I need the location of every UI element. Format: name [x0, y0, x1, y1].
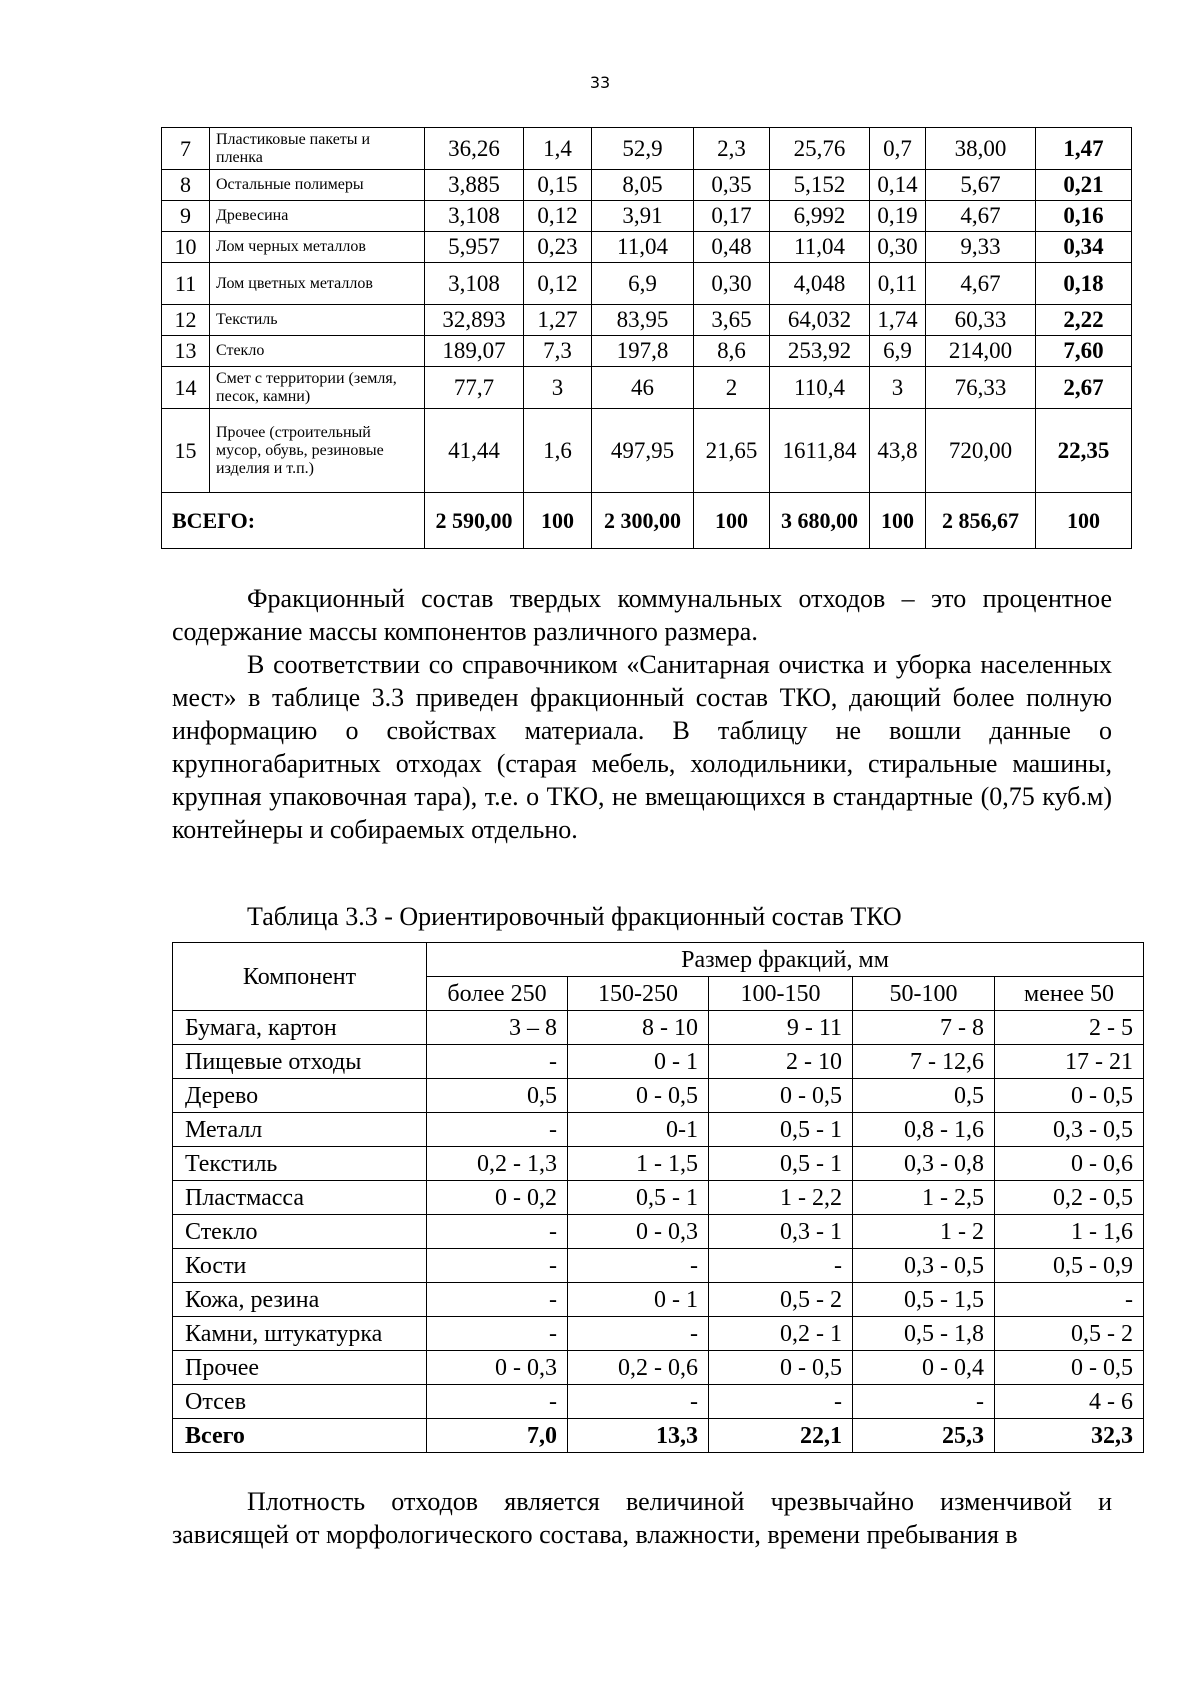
component-name: Отсев [173, 1385, 427, 1419]
table-row [173, 1351, 1144, 1385]
value-cell: 38,00 [926, 128, 1036, 170]
value-cell: 32,893 [425, 305, 524, 336]
fraction-value: 0 - 0,6 [995, 1147, 1144, 1181]
component-name: Текстиль [210, 305, 425, 336]
fraction-value: 0-1 [568, 1113, 709, 1147]
value-cell: 8,6 [694, 336, 770, 367]
size-header: 50-100 [853, 977, 995, 1011]
value-cell: 22,35 [1036, 409, 1132, 493]
value-cell: 0,23 [524, 232, 592, 263]
total-value: 2 590,00 [425, 493, 524, 549]
component-name: Стекло [173, 1215, 427, 1249]
table-row [173, 1113, 1144, 1147]
total-value: 100 [870, 493, 926, 549]
fraction-value: 2 - 10 [709, 1045, 853, 1079]
value-cell: 1611,84 [770, 409, 870, 493]
value-cell: 0,12 [524, 263, 592, 305]
row-number: 13 [162, 336, 210, 367]
value-cell: 3,108 [425, 263, 524, 305]
value-cell: 1,4 [524, 128, 592, 170]
component-name: Бумага, картон [173, 1011, 427, 1045]
table-row [162, 367, 1132, 409]
value-cell: 41,44 [425, 409, 524, 493]
component-name: Прочее [173, 1351, 427, 1385]
fraction-value: - [427, 1249, 568, 1283]
fraction-value: 0,3 - 0,5 [853, 1249, 995, 1283]
fraction-value: 0,5 - 1 [568, 1181, 709, 1215]
fraction-value: 7 - 12,6 [853, 1045, 995, 1079]
value-cell: 2,22 [1036, 305, 1132, 336]
fraction-value: 0,3 - 0,8 [853, 1147, 995, 1181]
row-number: 7 [162, 128, 210, 170]
value-cell: 497,95 [592, 409, 694, 493]
value-cell: 3,65 [694, 305, 770, 336]
fraction-value: 0,5 - 2 [995, 1317, 1144, 1351]
component-name: Древесина [210, 201, 425, 232]
value-cell: 36,26 [425, 128, 524, 170]
value-cell: 0,48 [694, 232, 770, 263]
component-name: Стекло [210, 336, 425, 367]
fraction-value: 0,5 - 2 [709, 1283, 853, 1317]
value-cell: 1,74 [870, 305, 926, 336]
fraction-value: 1 - 1,6 [995, 1215, 1144, 1249]
value-cell: 2 [694, 367, 770, 409]
fraction-value: 0,5 - 1,8 [853, 1317, 995, 1351]
fraction-value: 0 - 0,4 [853, 1351, 995, 1385]
row-number: 10 [162, 232, 210, 263]
value-cell: 0,17 [694, 201, 770, 232]
fraction-value: 1 - 2,2 [709, 1181, 853, 1215]
table-row [173, 1215, 1144, 1249]
fraction-value: 0,5 - 1 [709, 1113, 853, 1147]
fraction-value: 9 - 11 [709, 1011, 853, 1045]
value-cell: 0,19 [870, 201, 926, 232]
fraction-value: - [568, 1317, 709, 1351]
fraction-value: 32,3 [995, 1419, 1144, 1453]
total-value: 100 [1036, 493, 1132, 549]
table-row [162, 305, 1132, 336]
fraction-value: 0,2 - 1 [709, 1317, 853, 1351]
value-cell: 7,60 [1036, 336, 1132, 367]
value-cell: 77,7 [425, 367, 524, 409]
value-cell: 6,9 [870, 336, 926, 367]
value-cell: 3,885 [425, 170, 524, 201]
value-cell: 5,957 [425, 232, 524, 263]
fraction-value: 0,2 - 0,5 [995, 1181, 1144, 1215]
row-number: 8 [162, 170, 210, 201]
total-value: 100 [524, 493, 592, 549]
total-label: ВСЕГО: [162, 493, 425, 549]
value-cell: 0,15 [524, 170, 592, 201]
table-row [162, 232, 1132, 263]
total-value: 2 856,67 [926, 493, 1036, 549]
row-number: 12 [162, 305, 210, 336]
fraction-value: 4 - 6 [995, 1385, 1144, 1419]
fraction-value: 7 - 8 [853, 1011, 995, 1045]
component-header: Компонент [173, 943, 427, 1011]
value-cell: 110,4 [770, 367, 870, 409]
value-cell: 60,33 [926, 305, 1036, 336]
fraction-value: 0,5 - 0,9 [995, 1249, 1144, 1283]
row-number: 9 [162, 201, 210, 232]
fraction-value: - [853, 1385, 995, 1419]
value-cell: 189,07 [425, 336, 524, 367]
value-cell: 6,9 [592, 263, 694, 305]
row-number: 11 [162, 263, 210, 305]
fraction-value: 0,5 - 1,5 [853, 1283, 995, 1317]
component-name: Камни, штукатурка [173, 1317, 427, 1351]
fraction-value: - [568, 1385, 709, 1419]
value-cell: 1,27 [524, 305, 592, 336]
table-row [162, 128, 1132, 170]
table-row [173, 1317, 1144, 1351]
fraction-value: 0 - 0,5 [995, 1351, 1144, 1385]
fraction-value: 1 - 2 [853, 1215, 995, 1249]
fraction-value: 0 - 0,2 [427, 1181, 568, 1215]
table-row [162, 263, 1132, 305]
value-cell: 76,33 [926, 367, 1036, 409]
paragraph-density: Плотность отходов является величиной чрезвычайно изменчивой и зависящей от морфологического состава, влажности, времени пребывания в [172, 1487, 1112, 1549]
value-cell: 5,67 [926, 170, 1036, 201]
total-value: 3 680,00 [770, 493, 870, 549]
fraction-value: 0 - 0,3 [427, 1351, 568, 1385]
component-name: Смет с территории (земля, песок, камни) [210, 367, 425, 409]
component-name: Металл [173, 1113, 427, 1147]
fraction-value: - [709, 1249, 853, 1283]
component-name: Кожа, резина [173, 1283, 427, 1317]
fraction-value: 0 - 0,5 [709, 1351, 853, 1385]
component-name: Пищевые отходы [173, 1045, 427, 1079]
size-header: 150-250 [568, 977, 709, 1011]
value-cell: 83,95 [592, 305, 694, 336]
value-cell: 4,67 [926, 201, 1036, 232]
value-cell: 8,05 [592, 170, 694, 201]
value-cell: 25,76 [770, 128, 870, 170]
fraction-value: - [427, 1385, 568, 1419]
value-cell: 0,30 [870, 232, 926, 263]
fraction-value: 1 - 1,5 [568, 1147, 709, 1181]
fraction-value: 0 - 0,3 [568, 1215, 709, 1249]
fraction-value: 0,5 - 1 [709, 1147, 853, 1181]
fraction-value: 0 - 0,5 [709, 1079, 853, 1113]
fraction-composition-table [172, 942, 1144, 1453]
table-row [162, 201, 1132, 232]
component-name: Остальные полимеры [210, 170, 425, 201]
value-cell: 3 [870, 367, 926, 409]
value-cell: 1,6 [524, 409, 592, 493]
value-cell: 3 [524, 367, 592, 409]
value-cell: 0,11 [870, 263, 926, 305]
component-name: Кости [173, 1249, 427, 1283]
fraction-value: 0 - 1 [568, 1045, 709, 1079]
page-number: 33 [589, 73, 611, 92]
component-name: Прочее (строительный мусор, обувь, резиновые изделия и т.п.) [210, 409, 425, 493]
value-cell: 1,47 [1036, 128, 1132, 170]
row-number: 14 [162, 367, 210, 409]
value-cell: 46 [592, 367, 694, 409]
fraction-value: 17 - 21 [995, 1045, 1144, 1079]
value-cell: 720,00 [926, 409, 1036, 493]
fraction-value: 0 - 0,5 [995, 1079, 1144, 1113]
value-cell: 0,14 [870, 170, 926, 201]
fraction-size-header: Размер фракций, мм [427, 943, 1144, 977]
fraction-value: - [709, 1385, 853, 1419]
value-cell: 5,152 [770, 170, 870, 201]
fraction-value: 0,3 - 1 [709, 1215, 853, 1249]
fraction-value: 0,2 - 0,6 [568, 1351, 709, 1385]
value-cell: 0,30 [694, 263, 770, 305]
table-row [173, 1011, 1144, 1045]
value-cell: 0,35 [694, 170, 770, 201]
fraction-value: 0 - 1 [568, 1283, 709, 1317]
fraction-value: 22,1 [709, 1419, 853, 1453]
value-cell: 3,108 [425, 201, 524, 232]
fraction-value: - [427, 1045, 568, 1079]
value-cell: 0,12 [524, 201, 592, 232]
table-row [173, 1385, 1144, 1419]
table-row [162, 409, 1132, 493]
fraction-value: 3 – 8 [427, 1011, 568, 1045]
table-row [173, 1283, 1144, 1317]
fraction-value: 0,8 - 1,6 [853, 1113, 995, 1147]
fraction-value: - [427, 1113, 568, 1147]
fraction-value: - [427, 1317, 568, 1351]
value-cell: 9,33 [926, 232, 1036, 263]
total-row [173, 1419, 1144, 1453]
value-cell: 0,16 [1036, 201, 1132, 232]
value-cell: 11,04 [592, 232, 694, 263]
component-name: Пластиковые пакеты и пленка [210, 128, 425, 170]
value-cell: 0,18 [1036, 263, 1132, 305]
value-cell: 2,3 [694, 128, 770, 170]
table-row [162, 170, 1132, 201]
waste-composition-table [161, 127, 1132, 549]
table-row [173, 1249, 1144, 1283]
paragraph-fraction-definition: Фракционный состав твердых коммунальных отходов – это процентное содержание массы компонентов различного размера. [172, 584, 1112, 646]
fraction-value: - [427, 1215, 568, 1249]
component-name: Дерево [173, 1079, 427, 1113]
value-cell: 4,048 [770, 263, 870, 305]
size-header: более 250 [427, 977, 568, 1011]
fraction-value: - [995, 1283, 1144, 1317]
size-header: менее 50 [995, 977, 1144, 1011]
table-row [173, 1181, 1144, 1215]
value-cell: 2,67 [1036, 367, 1132, 409]
component-name: Пластмасса [173, 1181, 427, 1215]
value-cell: 4,67 [926, 263, 1036, 305]
fraction-value: 25,3 [853, 1419, 995, 1453]
fraction-value: 1 - 2,5 [853, 1181, 995, 1215]
component-name: Лом цветных металлов [210, 263, 425, 305]
table-row [162, 336, 1132, 367]
fraction-value: 2 - 5 [995, 1011, 1144, 1045]
table-caption: Таблица 3.3 - Ориентировочный фракционный состав ТКО [247, 902, 902, 931]
value-cell: 11,04 [770, 232, 870, 263]
value-cell: 214,00 [926, 336, 1036, 367]
fraction-value: - [427, 1283, 568, 1317]
component-name: Лом черных металлов [210, 232, 425, 263]
fraction-value: 7,0 [427, 1419, 568, 1453]
fraction-value: 8 - 10 [568, 1011, 709, 1045]
fraction-value: 0,2 - 1,3 [427, 1147, 568, 1181]
value-cell: 197,8 [592, 336, 694, 367]
total-row [162, 493, 1132, 549]
value-cell: 64,032 [770, 305, 870, 336]
row-number: 15 [162, 409, 210, 493]
value-cell: 253,92 [770, 336, 870, 367]
table-row [173, 1147, 1144, 1181]
total-value: 100 [694, 493, 770, 549]
value-cell: 0,34 [1036, 232, 1132, 263]
fraction-value: 13,3 [568, 1419, 709, 1453]
fraction-value: 0 - 0,5 [568, 1079, 709, 1113]
value-cell: 21,65 [694, 409, 770, 493]
value-cell: 3,91 [592, 201, 694, 232]
total-value: 2 300,00 [592, 493, 694, 549]
component-name: Текстиль [173, 1147, 427, 1181]
value-cell: 0,21 [1036, 170, 1132, 201]
fraction-value: 0,5 [427, 1079, 568, 1113]
value-cell: 43,8 [870, 409, 926, 493]
value-cell: 52,9 [592, 128, 694, 170]
value-cell: 0,7 [870, 128, 926, 170]
value-cell: 6,992 [770, 201, 870, 232]
component-name: Всего [173, 1419, 427, 1453]
fraction-value: 0,3 - 0,5 [995, 1113, 1144, 1147]
fraction-value: 0,5 [853, 1079, 995, 1113]
table-row [173, 1045, 1144, 1079]
fraction-value: - [568, 1249, 709, 1283]
size-header: 100-150 [709, 977, 853, 1011]
value-cell: 7,3 [524, 336, 592, 367]
table-header-row [173, 943, 1144, 977]
paragraph-reference: В соответствии со справочником «Санитарная очистка и уборка населенных мест» в таблице 3.3 приведен фракционный состав ТКО, дающий более полную информацию о свойствах материала. В таблицу не вошли данные о крупногабаритных отходах (старая мебель, холодильники, стиральные машины, крупная упаковочная тара), т.е. о ТКО, не вмещающихся в стандартные (0,75 куб.м) контейнеры и собираемых отдельно. [172, 650, 1112, 844]
table-row [173, 1079, 1144, 1113]
